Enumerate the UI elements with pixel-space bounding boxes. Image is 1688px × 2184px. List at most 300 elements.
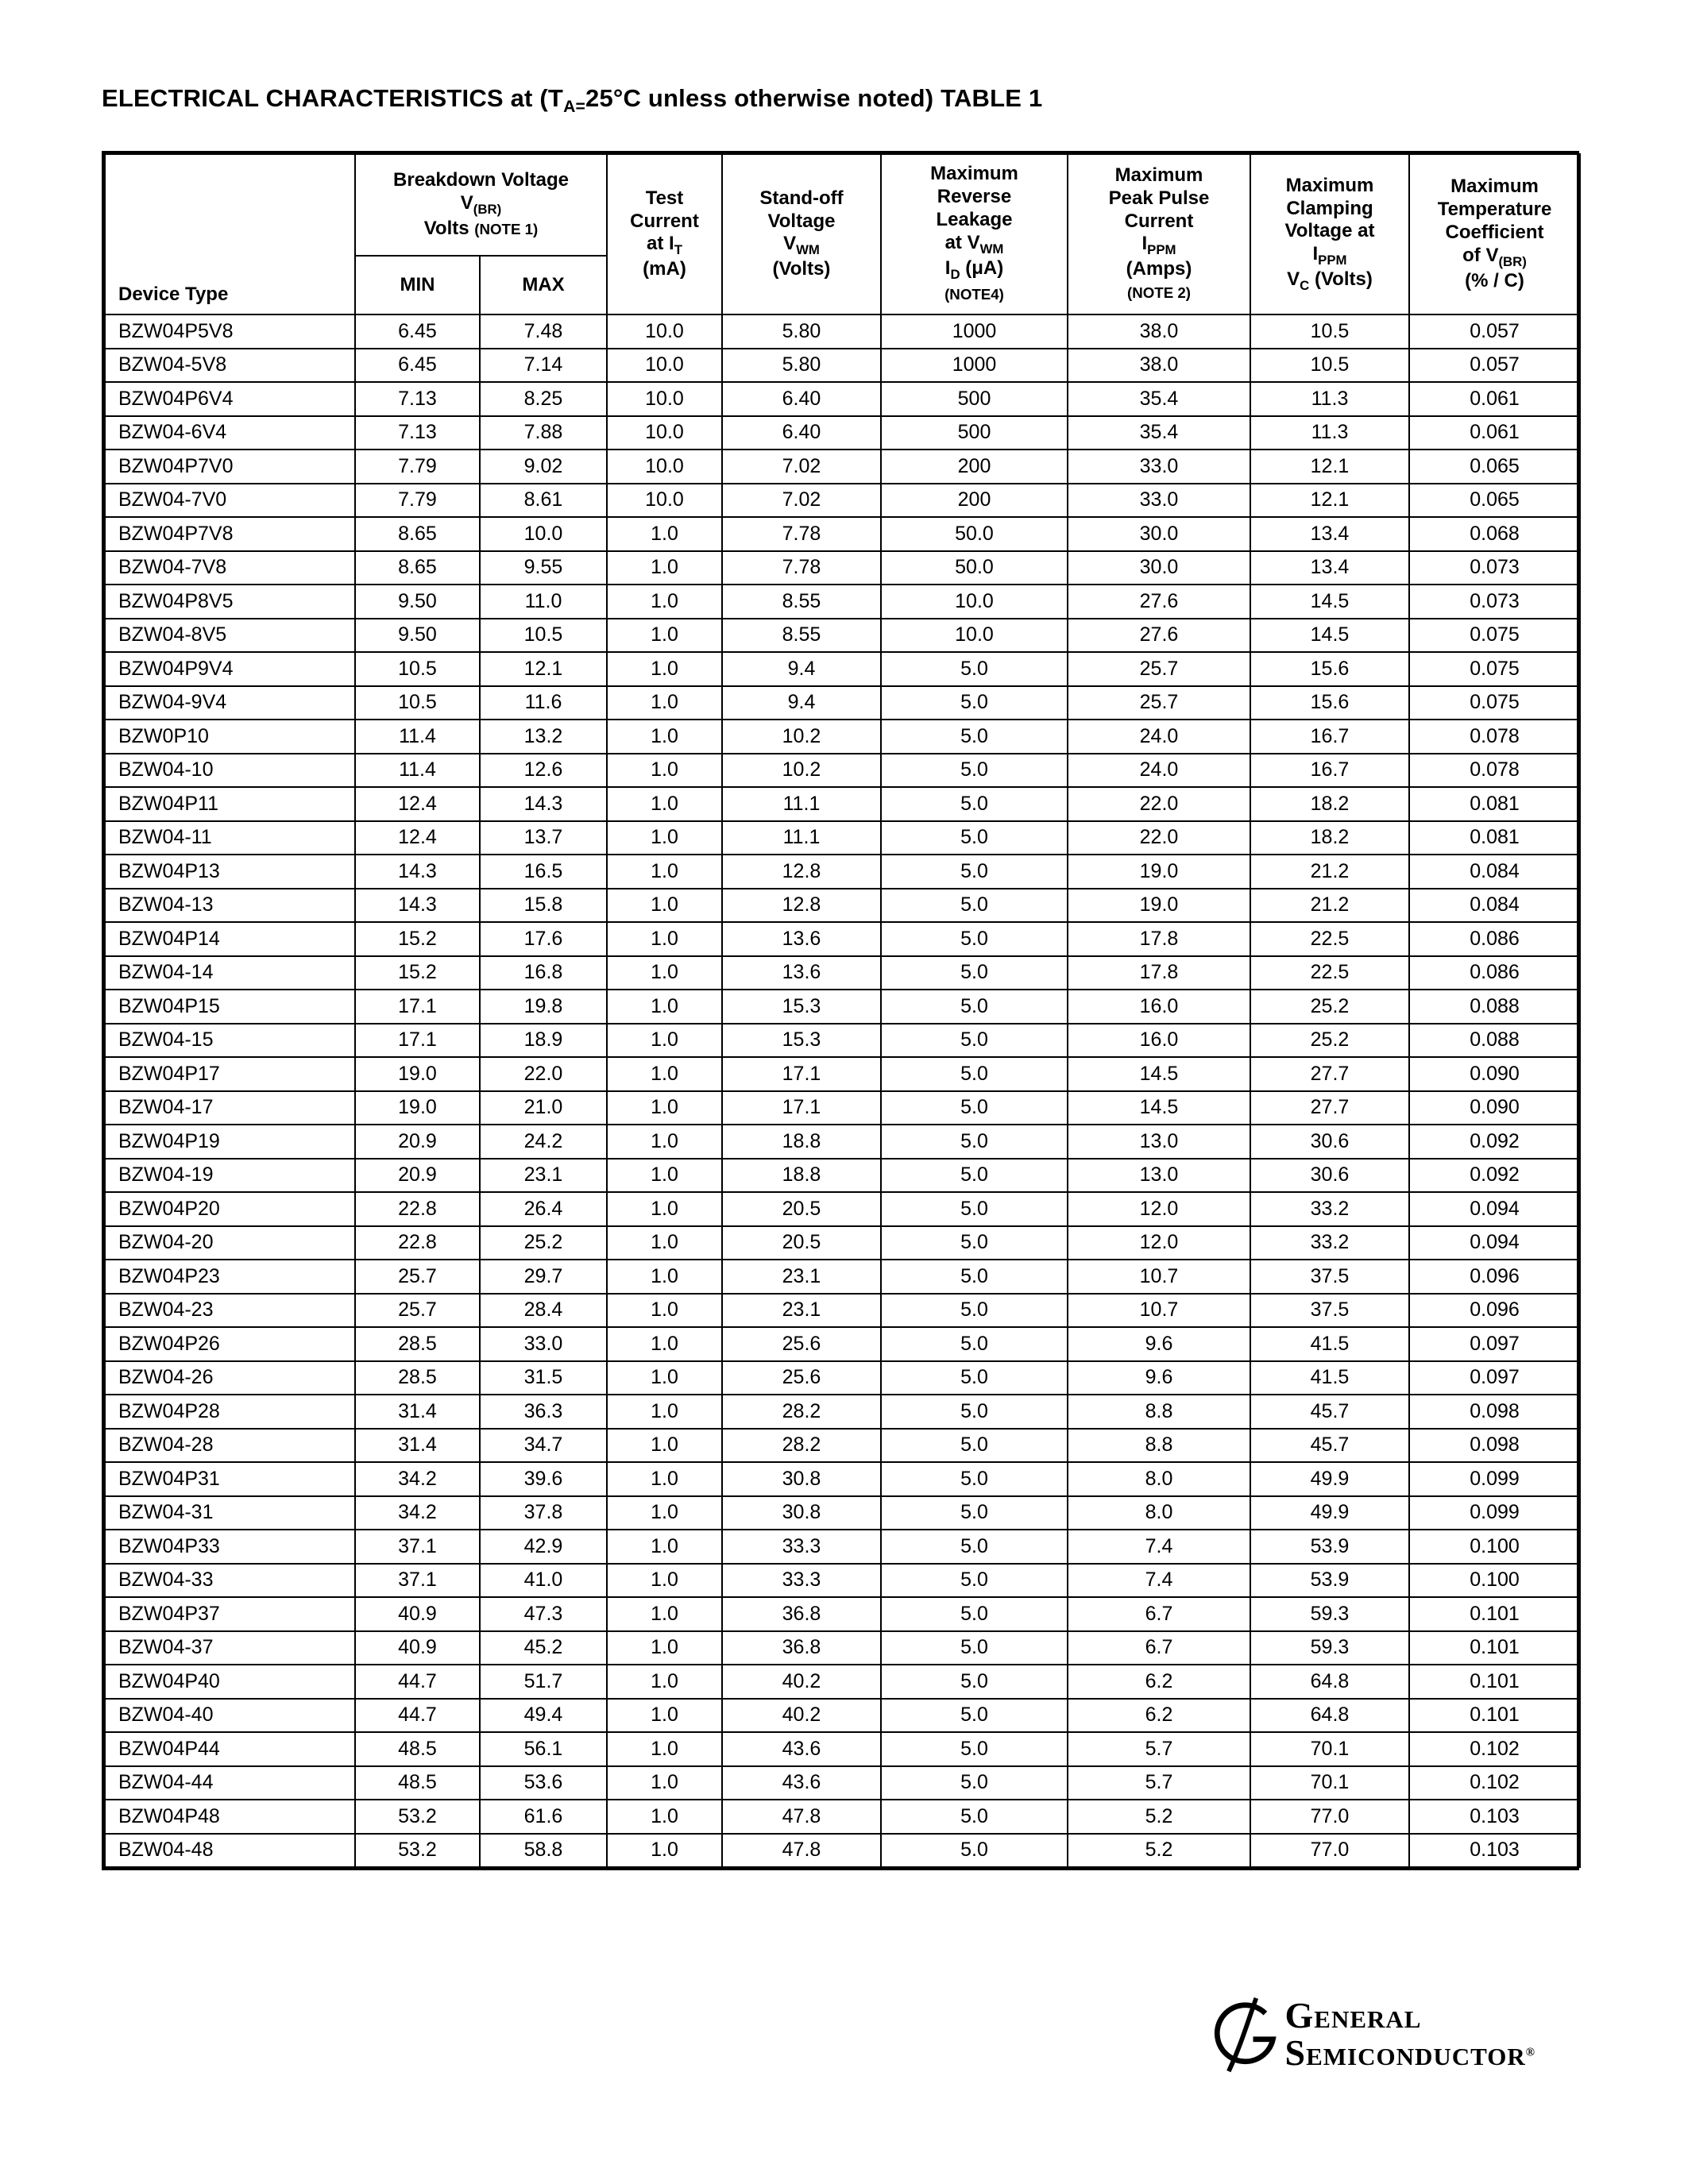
value-cell: 13.6 bbox=[722, 922, 881, 956]
value-cell: 1.0 bbox=[607, 1462, 722, 1496]
value-cell: 7.4 bbox=[1068, 1564, 1250, 1598]
value-cell: 1.0 bbox=[607, 922, 722, 956]
value-cell: 10.7 bbox=[1068, 1260, 1250, 1294]
value-cell: 48.5 bbox=[355, 1732, 480, 1766]
value-cell: 28.2 bbox=[722, 1429, 881, 1463]
value-cell: 5.0 bbox=[881, 1564, 1068, 1598]
max-temp-coefficient-header: Maximum Temperature Coefficient of $V_{(BR)}$ (% / C) bbox=[1409, 154, 1580, 314]
brand-name bbox=[1285, 1997, 1535, 2072]
value-cell: 47.8 bbox=[722, 1834, 881, 1868]
value-cell: 40.9 bbox=[355, 1597, 480, 1631]
value-cell: 5.2 bbox=[1068, 1800, 1250, 1834]
value-cell: 17.1 bbox=[722, 1057, 881, 1091]
value-cell: 25.7 bbox=[1068, 686, 1250, 720]
table-row bbox=[105, 1732, 1580, 1766]
value-cell: 5.0 bbox=[881, 1125, 1068, 1159]
table-row bbox=[105, 652, 1580, 686]
value-cell: 0.097 bbox=[1409, 1361, 1580, 1395]
table-row bbox=[105, 1159, 1580, 1193]
value-cell: 5.0 bbox=[881, 1429, 1068, 1463]
value-cell: 41.0 bbox=[480, 1564, 607, 1598]
value-cell: 41.5 bbox=[1250, 1361, 1409, 1395]
value-cell: 37.5 bbox=[1250, 1294, 1409, 1328]
value-cell: 1.0 bbox=[607, 1597, 722, 1631]
value-cell: 0.090 bbox=[1409, 1057, 1580, 1091]
value-cell: 6.45 bbox=[355, 314, 480, 349]
value-cell: 77.0 bbox=[1250, 1834, 1409, 1868]
value-cell: 5.0 bbox=[881, 1395, 1068, 1429]
table-row bbox=[105, 619, 1580, 653]
device-type-cell: BZW04P8V5 bbox=[105, 585, 355, 619]
value-cell: 53.2 bbox=[355, 1800, 480, 1834]
value-cell: 18.2 bbox=[1250, 821, 1409, 855]
device-type-cell: BZW04P9V4 bbox=[105, 652, 355, 686]
value-cell: 59.3 bbox=[1250, 1597, 1409, 1631]
value-cell: 0.073 bbox=[1409, 551, 1580, 585]
value-cell: 11.1 bbox=[722, 821, 881, 855]
device-type-cell: BZW04-11 bbox=[105, 821, 355, 855]
table-row bbox=[105, 450, 1580, 484]
brand-logo bbox=[1206, 1995, 1535, 2074]
breakdown-voltage-header: Breakdown Voltage $V_{(BR)}$ Volts (NOTE 1) bbox=[355, 154, 607, 256]
device-type-cell: BZW04P44 bbox=[105, 1732, 355, 1766]
value-cell: 7.02 bbox=[722, 484, 881, 518]
value-cell: 36.8 bbox=[722, 1597, 881, 1631]
value-cell: 1.0 bbox=[607, 585, 722, 619]
value-cell: 10.0 bbox=[607, 382, 722, 416]
value-cell: 1.0 bbox=[607, 1159, 722, 1193]
value-cell: 1.0 bbox=[607, 720, 722, 754]
value-cell: 500 bbox=[881, 416, 1068, 450]
value-cell: 0.101 bbox=[1409, 1699, 1580, 1733]
value-cell: 64.8 bbox=[1250, 1665, 1409, 1699]
table-row bbox=[105, 1496, 1580, 1530]
value-cell: 5.0 bbox=[881, 652, 1068, 686]
value-cell: 11.3 bbox=[1250, 416, 1409, 450]
value-cell: 0.061 bbox=[1409, 416, 1580, 450]
table-row bbox=[105, 821, 1580, 855]
value-cell: 7.79 bbox=[355, 484, 480, 518]
value-cell: 7.88 bbox=[480, 416, 607, 450]
value-cell: 35.4 bbox=[1068, 416, 1250, 450]
value-cell: 0.098 bbox=[1409, 1429, 1580, 1463]
value-cell: 10.5 bbox=[1250, 314, 1409, 349]
value-cell: 70.1 bbox=[1250, 1766, 1409, 1800]
value-cell: 1.0 bbox=[607, 1226, 722, 1260]
value-cell: 45.2 bbox=[480, 1631, 607, 1665]
value-cell: 5.0 bbox=[881, 1699, 1068, 1733]
value-cell: 0.096 bbox=[1409, 1260, 1580, 1294]
value-cell: 15.3 bbox=[722, 1024, 881, 1058]
value-cell: 5.0 bbox=[881, 1597, 1068, 1631]
value-cell: 1.0 bbox=[607, 686, 722, 720]
value-cell: 5.0 bbox=[881, 855, 1068, 889]
value-cell: 1.0 bbox=[607, 551, 722, 585]
value-cell: 50.0 bbox=[881, 517, 1068, 551]
value-cell: 0.094 bbox=[1409, 1192, 1580, 1226]
value-cell: 0.073 bbox=[1409, 585, 1580, 619]
table-row bbox=[105, 349, 1580, 383]
device-type-cell: BZW04P48 bbox=[105, 1800, 355, 1834]
value-cell: 22.8 bbox=[355, 1192, 480, 1226]
value-cell: 1.0 bbox=[607, 1395, 722, 1429]
value-cell: 13.7 bbox=[480, 821, 607, 855]
value-cell: 7.79 bbox=[355, 450, 480, 484]
table-row bbox=[105, 1361, 1580, 1395]
table-row bbox=[105, 1395, 1580, 1429]
value-cell: 17.8 bbox=[1068, 956, 1250, 990]
device-type-cell: BZW04P14 bbox=[105, 922, 355, 956]
device-type-cell: BZW04-7V0 bbox=[105, 484, 355, 518]
device-type-cell: BZW04-14 bbox=[105, 956, 355, 990]
value-cell: 22.8 bbox=[355, 1226, 480, 1260]
value-cell: 70.1 bbox=[1250, 1732, 1409, 1766]
value-cell: 8.65 bbox=[355, 551, 480, 585]
value-cell: 5.0 bbox=[881, 1260, 1068, 1294]
device-type-cell: BZW04-8V5 bbox=[105, 619, 355, 653]
value-cell: 0.096 bbox=[1409, 1294, 1580, 1328]
value-cell: 12.4 bbox=[355, 821, 480, 855]
table-row bbox=[105, 990, 1580, 1024]
value-cell: 8.65 bbox=[355, 517, 480, 551]
value-cell: 20.5 bbox=[722, 1192, 881, 1226]
value-cell: 5.0 bbox=[881, 787, 1068, 821]
value-cell: 1.0 bbox=[607, 1429, 722, 1463]
value-cell: 1.0 bbox=[607, 1024, 722, 1058]
value-cell: 10.5 bbox=[355, 652, 480, 686]
value-cell: 1.0 bbox=[607, 517, 722, 551]
value-cell: 34.7 bbox=[480, 1429, 607, 1463]
value-cell: 12.6 bbox=[480, 754, 607, 788]
value-cell: 12.0 bbox=[1068, 1192, 1250, 1226]
value-cell: 0.102 bbox=[1409, 1732, 1580, 1766]
test-current-header: Test Current at $I_T$ (mA) bbox=[607, 154, 722, 314]
value-cell: 9.4 bbox=[722, 686, 881, 720]
value-cell: 30.8 bbox=[722, 1462, 881, 1496]
value-cell: 25.7 bbox=[355, 1294, 480, 1328]
value-cell: 31.5 bbox=[480, 1361, 607, 1395]
brand-name-line1: GENERAL bbox=[1284, 1995, 1422, 2036]
value-cell: 37.1 bbox=[355, 1564, 480, 1598]
value-cell: 53.9 bbox=[1250, 1564, 1409, 1598]
value-cell: 5.0 bbox=[881, 1361, 1068, 1395]
value-cell: 37.5 bbox=[1250, 1260, 1409, 1294]
value-cell: 0.103 bbox=[1409, 1800, 1580, 1834]
value-cell: 16.7 bbox=[1250, 720, 1409, 754]
value-cell: 0.101 bbox=[1409, 1631, 1580, 1665]
value-cell: 14.5 bbox=[1250, 619, 1409, 653]
value-cell: 47.3 bbox=[480, 1597, 607, 1631]
value-cell: 0.057 bbox=[1409, 314, 1580, 349]
value-cell: 5.7 bbox=[1068, 1766, 1250, 1800]
value-cell: 9.55 bbox=[480, 551, 607, 585]
value-cell: 9.50 bbox=[355, 585, 480, 619]
device-type-cell: BZW04-31 bbox=[105, 1496, 355, 1530]
value-cell: 77.0 bbox=[1250, 1800, 1409, 1834]
value-cell: 5.0 bbox=[881, 1834, 1068, 1868]
value-cell: 5.80 bbox=[722, 314, 881, 349]
value-cell: 1.0 bbox=[607, 1496, 722, 1530]
value-cell: 1.0 bbox=[607, 1699, 722, 1733]
table-row bbox=[105, 1462, 1580, 1496]
value-cell: 0.084 bbox=[1409, 855, 1580, 889]
table-row bbox=[105, 1631, 1580, 1665]
value-cell: 11.1 bbox=[722, 787, 881, 821]
value-cell: 22.5 bbox=[1250, 922, 1409, 956]
value-cell: 36.3 bbox=[480, 1395, 607, 1429]
device-type-cell: BZW04P15 bbox=[105, 990, 355, 1024]
value-cell: 1.0 bbox=[607, 1057, 722, 1091]
value-cell: 5.0 bbox=[881, 1631, 1068, 1665]
table-row bbox=[105, 484, 1580, 518]
brand-name-line2: SEMICONDUCTOR® bbox=[1284, 2032, 1535, 2073]
value-cell: 5.0 bbox=[881, 1665, 1068, 1699]
value-cell: 5.0 bbox=[881, 1226, 1068, 1260]
value-cell: 33.2 bbox=[1250, 1192, 1409, 1226]
device-type-cell: BZW04-19 bbox=[105, 1159, 355, 1193]
device-type-cell: BZW04-48 bbox=[105, 1834, 355, 1868]
table-body bbox=[105, 314, 1580, 1867]
value-cell: 25.6 bbox=[722, 1361, 881, 1395]
value-cell: 14.5 bbox=[1068, 1091, 1250, 1125]
value-cell: 7.13 bbox=[355, 416, 480, 450]
value-cell: 200 bbox=[881, 484, 1068, 518]
value-cell: 47.8 bbox=[722, 1800, 881, 1834]
value-cell: 28.5 bbox=[355, 1361, 480, 1395]
device-type-cell: BZW04-13 bbox=[105, 889, 355, 923]
value-cell: 8.8 bbox=[1068, 1395, 1250, 1429]
value-cell: 16.7 bbox=[1250, 754, 1409, 788]
value-cell: 22.0 bbox=[1068, 821, 1250, 855]
value-cell: 7.02 bbox=[722, 450, 881, 484]
value-cell: 0.061 bbox=[1409, 382, 1580, 416]
value-cell: 10.0 bbox=[480, 517, 607, 551]
value-cell: 49.9 bbox=[1250, 1496, 1409, 1530]
table-row bbox=[105, 551, 1580, 585]
value-cell: 5.0 bbox=[881, 1766, 1068, 1800]
value-cell: 0.099 bbox=[1409, 1462, 1580, 1496]
value-cell: 8.25 bbox=[480, 382, 607, 416]
value-cell: 45.7 bbox=[1250, 1395, 1409, 1429]
value-cell: 1.0 bbox=[607, 1766, 722, 1800]
value-cell: 0.098 bbox=[1409, 1395, 1580, 1429]
value-cell: 33.3 bbox=[722, 1530, 881, 1564]
value-cell: 36.8 bbox=[722, 1631, 881, 1665]
table-row bbox=[105, 1665, 1580, 1699]
value-cell: 1.0 bbox=[607, 787, 722, 821]
value-cell: 11.4 bbox=[355, 720, 480, 754]
value-cell: 1.0 bbox=[607, 821, 722, 855]
value-cell: 12.8 bbox=[722, 855, 881, 889]
table-row bbox=[105, 686, 1580, 720]
value-cell: 0.086 bbox=[1409, 956, 1580, 990]
value-cell: 200 bbox=[881, 450, 1068, 484]
device-type-cell: BZW04P19 bbox=[105, 1125, 355, 1159]
value-cell: 500 bbox=[881, 382, 1068, 416]
value-cell: 61.6 bbox=[480, 1800, 607, 1834]
value-cell: 10.0 bbox=[881, 619, 1068, 653]
value-cell: 9.50 bbox=[355, 619, 480, 653]
value-cell: 6.40 bbox=[722, 382, 881, 416]
table-row bbox=[105, 585, 1580, 619]
value-cell: 30.8 bbox=[722, 1496, 881, 1530]
value-cell: 21.2 bbox=[1250, 889, 1409, 923]
value-cell: 5.0 bbox=[881, 1462, 1068, 1496]
value-cell: 21.0 bbox=[480, 1091, 607, 1125]
device-type-cell: BZW04-7V8 bbox=[105, 551, 355, 585]
value-cell: 34.2 bbox=[355, 1462, 480, 1496]
value-cell: 27.6 bbox=[1068, 585, 1250, 619]
value-cell: 1000 bbox=[881, 314, 1068, 349]
value-cell: 41.5 bbox=[1250, 1327, 1409, 1361]
value-cell: 22.5 bbox=[1250, 956, 1409, 990]
device-type-cell: BZW04-9V4 bbox=[105, 686, 355, 720]
value-cell: 49.9 bbox=[1250, 1462, 1409, 1496]
table-row bbox=[105, 1597, 1580, 1631]
value-cell: 64.8 bbox=[1250, 1699, 1409, 1733]
table-row bbox=[105, 889, 1580, 923]
value-cell: 20.9 bbox=[355, 1159, 480, 1193]
table-row bbox=[105, 314, 1580, 349]
device-type-cell: BZW04P33 bbox=[105, 1530, 355, 1564]
device-type-cell: BZW04-37 bbox=[105, 1631, 355, 1665]
value-cell: 0.078 bbox=[1409, 754, 1580, 788]
value-cell: 5.0 bbox=[881, 889, 1068, 923]
value-cell: 7.13 bbox=[355, 382, 480, 416]
device-type-cell: BZW04P26 bbox=[105, 1327, 355, 1361]
value-cell: 35.4 bbox=[1068, 382, 1250, 416]
page-title: ELECTRICAL CHARACTERISTICS at ($T_{A=}25^\circ C$ unless otherwise noted) TABLE 1 bbox=[102, 84, 1043, 117]
value-cell: 40.2 bbox=[722, 1665, 881, 1699]
value-cell: 0.075 bbox=[1409, 686, 1580, 720]
value-cell: 9.6 bbox=[1068, 1361, 1250, 1395]
value-cell: 16.0 bbox=[1068, 1024, 1250, 1058]
value-cell: 15.2 bbox=[355, 956, 480, 990]
value-cell: 28.4 bbox=[480, 1294, 607, 1328]
value-cell: 12.4 bbox=[355, 787, 480, 821]
value-cell: 33.0 bbox=[1068, 484, 1250, 518]
value-cell: 23.1 bbox=[480, 1159, 607, 1193]
device-type-cell: BZW04-44 bbox=[105, 1766, 355, 1800]
min-header: MIN bbox=[355, 256, 480, 314]
value-cell: 30.6 bbox=[1250, 1125, 1409, 1159]
table-row bbox=[105, 956, 1580, 990]
value-cell: 0.088 bbox=[1409, 1024, 1580, 1058]
value-cell: 0.068 bbox=[1409, 517, 1580, 551]
value-cell: 7.48 bbox=[480, 314, 607, 349]
value-cell: 27.7 bbox=[1250, 1091, 1409, 1125]
value-cell: 10.0 bbox=[607, 314, 722, 349]
value-cell: 0.101 bbox=[1409, 1597, 1580, 1631]
value-cell: 29.7 bbox=[480, 1260, 607, 1294]
value-cell: 1.0 bbox=[607, 990, 722, 1024]
device-type-cell: BZW0P10 bbox=[105, 720, 355, 754]
value-cell: 18.8 bbox=[722, 1159, 881, 1193]
value-cell: 5.0 bbox=[881, 686, 1068, 720]
value-cell: 25.2 bbox=[1250, 1024, 1409, 1058]
electrical-characteristics-table bbox=[104, 153, 1581, 1868]
value-cell: 1.0 bbox=[607, 1530, 722, 1564]
value-cell: 5.0 bbox=[881, 754, 1068, 788]
device-type-cell: BZW04-10 bbox=[105, 754, 355, 788]
device-type-cell: BZW04P28 bbox=[105, 1395, 355, 1429]
value-cell: 10.2 bbox=[722, 720, 881, 754]
value-cell: 6.45 bbox=[355, 349, 480, 383]
value-cell: 10.0 bbox=[607, 484, 722, 518]
value-cell: 1.0 bbox=[607, 1665, 722, 1699]
value-cell: 25.2 bbox=[480, 1226, 607, 1260]
value-cell: 13.0 bbox=[1068, 1125, 1250, 1159]
value-cell: 5.0 bbox=[881, 1496, 1068, 1530]
value-cell: 13.6 bbox=[722, 956, 881, 990]
value-cell: 24.0 bbox=[1068, 720, 1250, 754]
table-row bbox=[105, 1294, 1580, 1328]
value-cell: 11.0 bbox=[480, 585, 607, 619]
value-cell: 10.0 bbox=[881, 585, 1068, 619]
value-cell: 14.3 bbox=[355, 855, 480, 889]
value-cell: 7.78 bbox=[722, 517, 881, 551]
value-cell: 6.2 bbox=[1068, 1699, 1250, 1733]
value-cell: 9.02 bbox=[480, 450, 607, 484]
value-cell: 31.4 bbox=[355, 1395, 480, 1429]
value-cell: 25.2 bbox=[1250, 990, 1409, 1024]
value-cell: 56.1 bbox=[480, 1732, 607, 1766]
value-cell: 10.5 bbox=[355, 686, 480, 720]
table-row bbox=[105, 1327, 1580, 1361]
value-cell: 0.090 bbox=[1409, 1091, 1580, 1125]
value-cell: 10.7 bbox=[1068, 1294, 1250, 1328]
value-cell: 7.78 bbox=[722, 551, 881, 585]
value-cell: 0.075 bbox=[1409, 619, 1580, 653]
value-cell: 0.065 bbox=[1409, 450, 1580, 484]
value-cell: 30.0 bbox=[1068, 551, 1250, 585]
device-type-header: Device Type bbox=[105, 154, 355, 314]
value-cell: 18.8 bbox=[722, 1125, 881, 1159]
table-row bbox=[105, 720, 1580, 754]
table-row bbox=[105, 855, 1580, 889]
value-cell: 45.7 bbox=[1250, 1429, 1409, 1463]
value-cell: 15.8 bbox=[480, 889, 607, 923]
value-cell: 44.7 bbox=[355, 1699, 480, 1733]
value-cell: 25.7 bbox=[1068, 652, 1250, 686]
value-cell: 5.0 bbox=[881, 1800, 1068, 1834]
value-cell: 0.094 bbox=[1409, 1226, 1580, 1260]
value-cell: 26.4 bbox=[480, 1192, 607, 1226]
value-cell: 8.55 bbox=[722, 585, 881, 619]
value-cell: 27.7 bbox=[1250, 1057, 1409, 1091]
table-row bbox=[105, 787, 1580, 821]
value-cell: 0.097 bbox=[1409, 1327, 1580, 1361]
value-cell: 0.092 bbox=[1409, 1125, 1580, 1159]
value-cell: 21.2 bbox=[1250, 855, 1409, 889]
value-cell: 1.0 bbox=[607, 889, 722, 923]
value-cell: 53.6 bbox=[480, 1766, 607, 1800]
value-cell: 1.0 bbox=[607, 1327, 722, 1361]
value-cell: 0.081 bbox=[1409, 787, 1580, 821]
table-row bbox=[105, 1057, 1580, 1091]
value-cell: 15.6 bbox=[1250, 652, 1409, 686]
value-cell: 17.6 bbox=[480, 922, 607, 956]
value-cell: 12.8 bbox=[722, 889, 881, 923]
value-cell: 6.40 bbox=[722, 416, 881, 450]
value-cell: 0.102 bbox=[1409, 1766, 1580, 1800]
value-cell: 18.2 bbox=[1250, 787, 1409, 821]
value-cell: 59.3 bbox=[1250, 1631, 1409, 1665]
device-type-cell: BZW04-5V8 bbox=[105, 349, 355, 383]
value-cell: 34.2 bbox=[355, 1496, 480, 1530]
value-cell: 5.7 bbox=[1068, 1732, 1250, 1766]
value-cell: 30.0 bbox=[1068, 517, 1250, 551]
